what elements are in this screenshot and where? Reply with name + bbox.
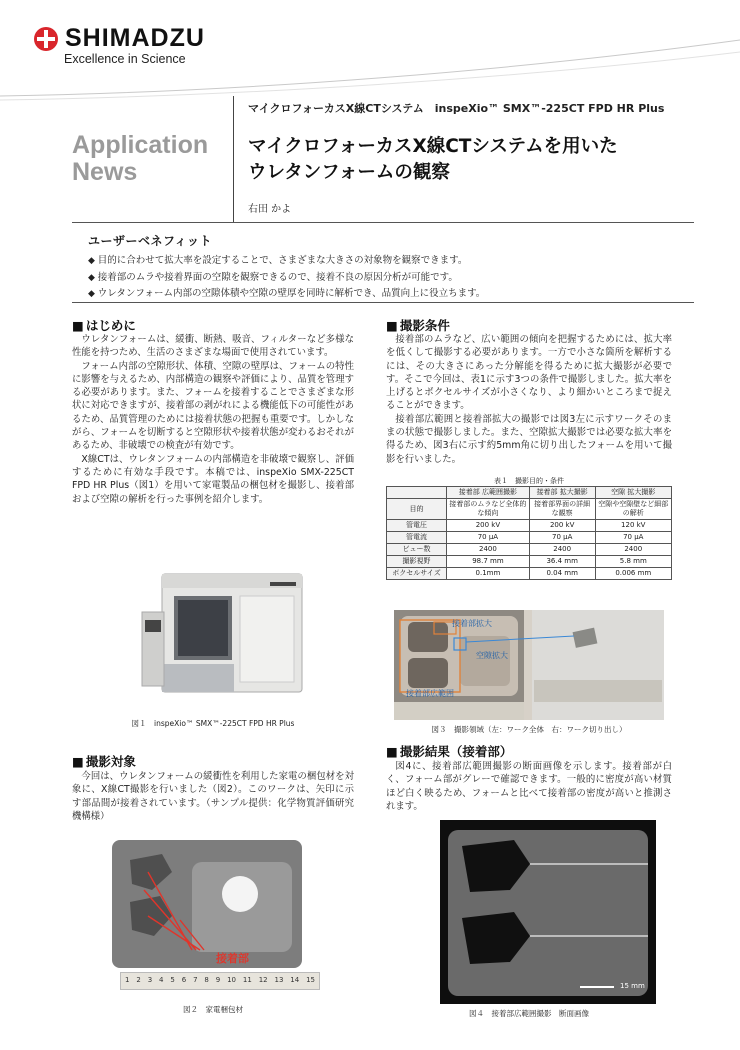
ruler-mark: 6 bbox=[181, 976, 187, 984]
table-row bbox=[387, 520, 672, 532]
product-series: マイクロフォーカスX線CTシステム inspeXio™ SMX™-225CT FPD HR Plus bbox=[248, 102, 665, 115]
table-row bbox=[387, 544, 672, 556]
shimadzu-logo bbox=[34, 24, 205, 53]
row-label: ビュー数 bbox=[387, 544, 447, 556]
ruler-mark: 15 bbox=[306, 976, 315, 984]
table-cell: 200 kV bbox=[447, 520, 530, 532]
results-text: 図4に、接着部広範囲撮影の断面画像を示します。接着部が白く、フォーム部がグレーで確認できます。一般的に密度が高い材質ほど白く映るため、フォームと比べて接着部の密度が高いと推測されます。 bbox=[386, 761, 672, 812]
fig3-caption: 図３ 撮影領域（左：ワーク全体 右：ワーク切り出し） bbox=[431, 725, 627, 734]
table-col-header: 接着部 広範囲撮影 bbox=[447, 487, 530, 499]
table-corner bbox=[387, 487, 447, 499]
fig2-caption: 図２ 家電梱包材 bbox=[183, 1005, 243, 1014]
table-header-row bbox=[387, 487, 672, 499]
page-title: マイクロフォーカスX線CTシステムを用いた ウレタンフォームの観察 bbox=[248, 136, 618, 183]
conditions-heading: ■ 撮影条件 bbox=[386, 316, 450, 334]
ruler-mark: 3 bbox=[147, 976, 153, 984]
row-label: 管電圧 bbox=[387, 520, 447, 532]
table-cell: 70 µA bbox=[595, 532, 671, 544]
intro-text: ウレタンフォームは、緩衝、断熱、吸音、フィルターなど多様な性能を持つため、生活のさまざまな場面で使用されています。 フォーム内部の空隙形状、体積、空隙の壁厚は、フォームの特性に影響を与えるため、内部構造の観察や評価により、品質を管理する必要があります。また、フォームを接着することでさまざまな形状に対応できますが、接着部の剥がれによる機能低下の可能性があるため、品質管理のためには接着状態の把握も重要です。しかしながら、フォームを切断すると空隙形状や接着状態が変わるおそれがあるため、非破壊での検査が有効です。 X線CTは、ウレタンフォームの内部構造を非破壊で観察し、評価するために有効な手段です。本稿では、inspeXio SMX-225CT FPD HR Plus（図1）を用いて家電製品の梱包材を撮影し、接着部および空隙の解析を行った事例を紹介します。 bbox=[72, 334, 354, 505]
benefit-title: ユーザーベネフィット bbox=[88, 234, 213, 248]
conditions-text: 接着部のムラなど、広い範囲の傾向を把握するためには、拡大率を低くして撮影する必要があります。一方で小さな箇所を解析するには、その大きさにあった分解能を得るために拡大撮影が必要です。そこで今回は、表1に示す3つの条件で撮影しました。拡大率を上げるとボクセルサイズが小さくなり、より細かいところまで捉えることができます。 接着部広範囲と接着部拡大の撮影では図3左に示すワークそのままの状態で撮影しました。また、空隙拡大撮影では必要な拡大率を得るため、図3右に示す約5mm角に切り出したフォームを用いて撮影を行いました。 bbox=[386, 334, 672, 465]
row-label: 撮影視野 bbox=[387, 556, 447, 568]
conditions-table bbox=[386, 486, 672, 580]
application-news-label: Application News bbox=[72, 131, 209, 186]
table-cell: 空隙や空隙壁など細部の解析 bbox=[595, 499, 671, 520]
ruler-mark: 13 bbox=[274, 976, 284, 984]
divider-top bbox=[72, 222, 694, 223]
table-row bbox=[387, 532, 672, 544]
table-cell: 0.04 mm bbox=[529, 568, 595, 580]
brand-name: SHIMADZU bbox=[65, 24, 205, 52]
table-cell: 5.8 mm bbox=[595, 556, 671, 568]
fig4-scalebar-label: 15 mm bbox=[620, 982, 645, 990]
ruler-mark: 11 bbox=[242, 976, 252, 984]
table-row bbox=[387, 499, 672, 520]
table-cell: 接着部のムラなど全体的な傾向 bbox=[447, 499, 530, 520]
fig3-label-zoom: 接着部拡大 bbox=[452, 619, 492, 628]
table-cell: 接着部界面の詳細な観察 bbox=[529, 499, 595, 520]
user-benefit bbox=[88, 232, 688, 303]
table-cell: 200 kV bbox=[529, 520, 595, 532]
ruler-mark: 8 bbox=[204, 976, 209, 984]
ruler-mark: 10 bbox=[227, 976, 237, 984]
table-row bbox=[387, 556, 672, 568]
ct-system-photo bbox=[140, 572, 320, 700]
fig4-caption: 図４ 接着部広範囲撮影 断面画像 bbox=[469, 1009, 589, 1018]
table-col-header: 空隙 拡大撮影 bbox=[595, 487, 671, 499]
fig2-adhesive-label: 接着部 bbox=[216, 952, 249, 965]
ruler-mark: 2 bbox=[136, 976, 141, 984]
divider-mid bbox=[72, 302, 694, 303]
table-cell: 0.1mm bbox=[447, 568, 530, 580]
benefit-list bbox=[88, 253, 688, 303]
benefit-item: ◆ 接着部のムラや接着界面の空隙を観察できるので、接着不良の原因分析が可能です。 bbox=[88, 270, 688, 287]
table-caption: 表１ 撮影目的・条件 bbox=[494, 477, 564, 485]
row-label: 目的 bbox=[387, 499, 447, 520]
row-label: ボクセルサイズ bbox=[387, 568, 447, 580]
table-cell: 2400 bbox=[529, 544, 595, 556]
table-col-header: 接着部 拡大撮影 bbox=[529, 487, 595, 499]
table-cell: 98.7 mm bbox=[447, 556, 530, 568]
subject-heading: ■ 撮影対象 bbox=[72, 752, 136, 770]
fig3-label-wide: 接着部広範囲 bbox=[406, 689, 454, 698]
table-cell: 2400 bbox=[595, 544, 671, 556]
fig1-caption: 図１ inspeXio™ SMX™-225CT FPD HR Plus bbox=[131, 719, 295, 728]
results-heading: ■ 撮影結果（接着部） bbox=[386, 742, 512, 760]
table-cell: 2400 bbox=[447, 544, 530, 556]
subject-text: 今回は、ウレタンフォームの緩衝性を利用した家電の梱包材を対象に、X線CT撮影を行いました（図2）。このワークは、矢印に示す部品間が接着されています。（サンプル提供：化学物質評価研究機構様） bbox=[72, 771, 354, 822]
header-divider bbox=[233, 96, 234, 222]
tagline: Excellence in Science bbox=[64, 52, 186, 66]
intro-heading: ■ はじめに bbox=[72, 316, 136, 334]
benefit-item: ◆ 目的に合わせて拡大率を設定することで、さまざまな大きさの対象物を観察できます。 bbox=[88, 253, 688, 270]
ruler-mark: 1 bbox=[125, 976, 130, 984]
fig4-ct-slice bbox=[440, 820, 656, 1004]
ruler-mark: 12 bbox=[258, 976, 268, 984]
table-row bbox=[387, 568, 672, 580]
fig3-label-void: 空隙拡大 bbox=[476, 651, 508, 660]
ruler-mark: 9 bbox=[215, 976, 221, 984]
fig3-imaging-area-photo bbox=[394, 610, 664, 720]
table-cell: 120 kV bbox=[595, 520, 671, 532]
ruler-mark: 14 bbox=[290, 976, 300, 984]
logo-mark-icon bbox=[34, 27, 58, 51]
ruler-mark: 7 bbox=[193, 976, 198, 984]
table-cell: 70 µA bbox=[447, 532, 530, 544]
table-cell: 70 µA bbox=[529, 532, 595, 544]
ct-slice-image bbox=[440, 820, 656, 1004]
author: 右田 かよ bbox=[248, 204, 292, 215]
fig2-ruler bbox=[120, 972, 320, 990]
table-cell: 36.4 mm bbox=[529, 556, 595, 568]
benefit-item: ◆ ウレタンフォーム内部の空隙体積や空隙の壁厚を同時に解析でき、品質向上に役立ちます。 bbox=[88, 286, 688, 303]
table-cell: 0.006 mm bbox=[595, 568, 671, 580]
row-label: 管電流 bbox=[387, 532, 447, 544]
ruler-mark: 4 bbox=[159, 976, 164, 984]
ruler-mark: 5 bbox=[170, 976, 175, 984]
